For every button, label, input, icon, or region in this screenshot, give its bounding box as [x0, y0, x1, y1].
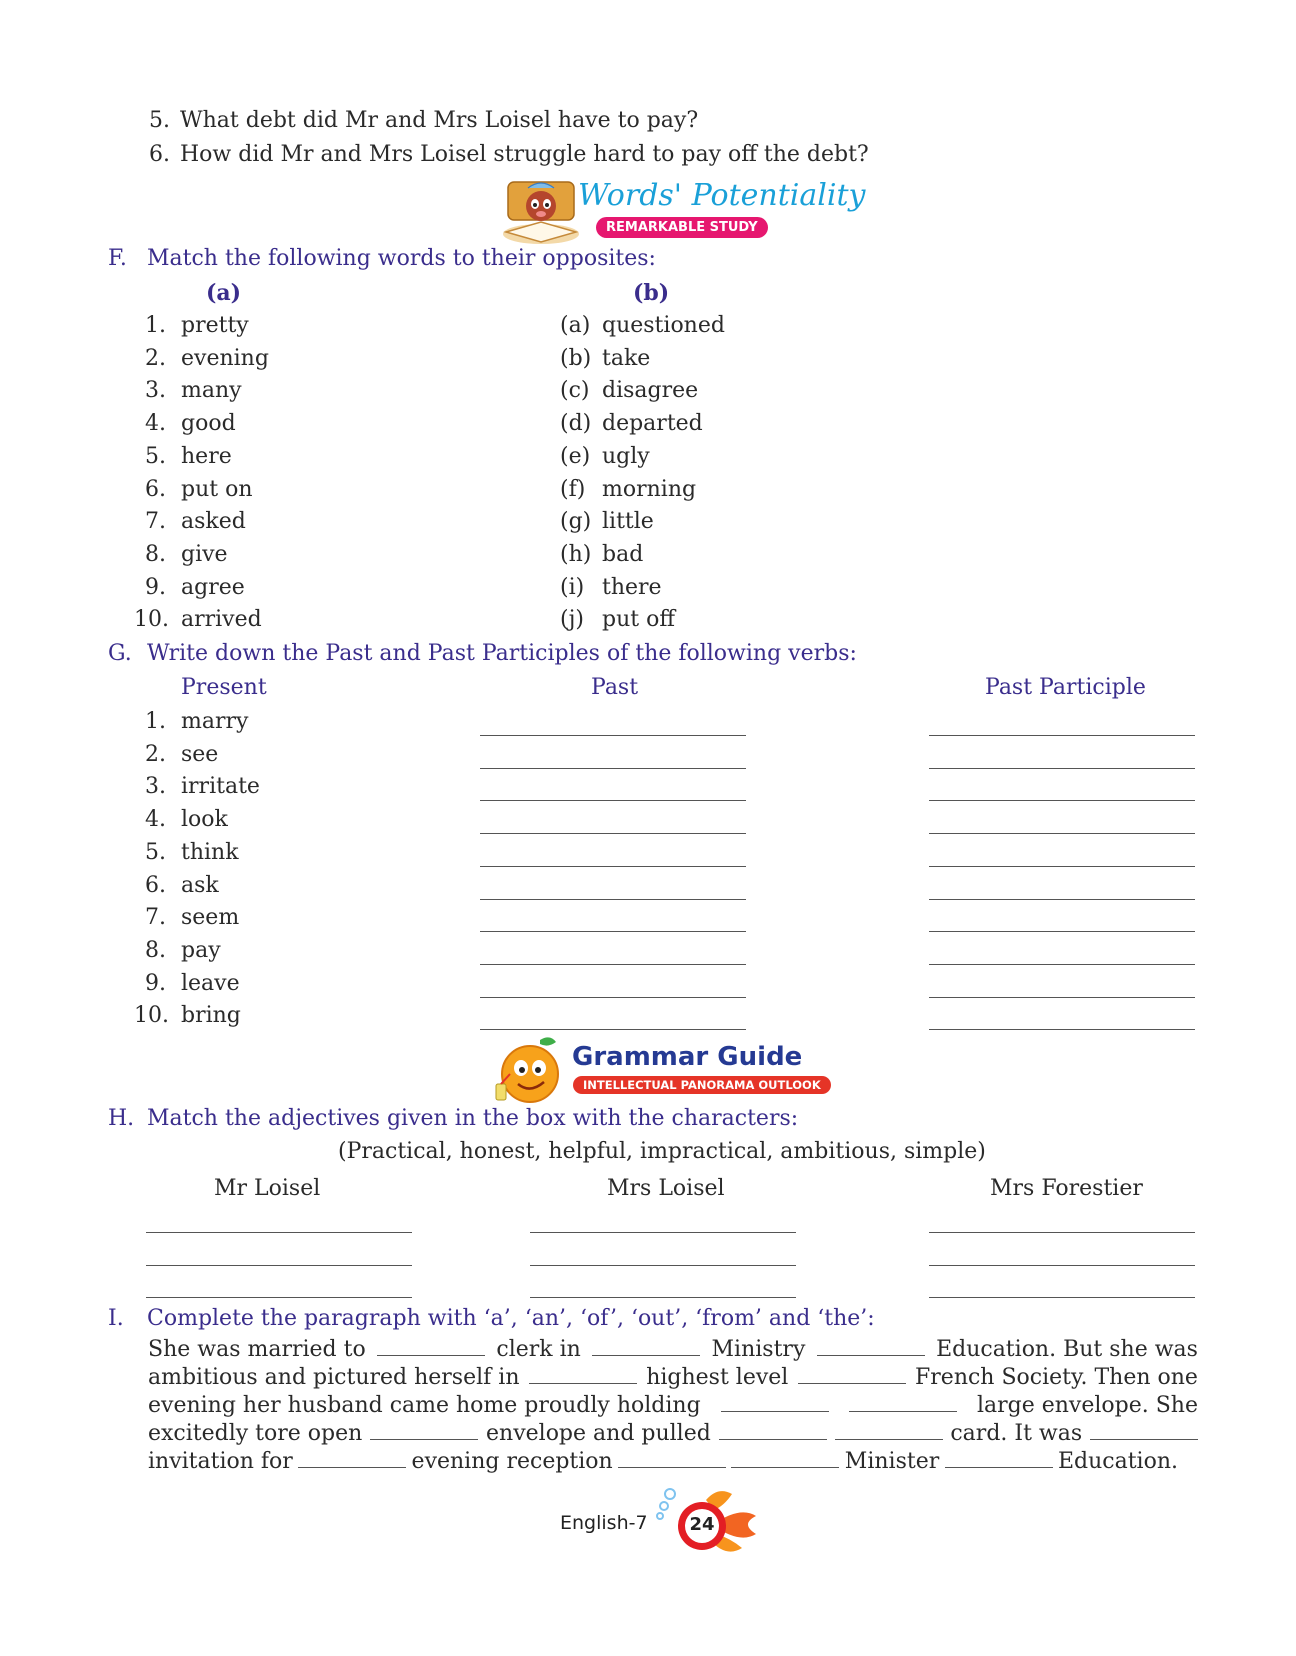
past-participle-answer-line — [929, 735, 1195, 736]
option-word: disagree — [602, 378, 699, 403]
paragraph-line — [148, 1365, 1198, 1390]
adjective-answer-line — [530, 1265, 796, 1266]
option-letter: (d) — [560, 411, 592, 436]
paragraph-line — [148, 1337, 1198, 1362]
paragraph-text: She was married to — [148, 1337, 366, 1362]
option-letter: (b) — [560, 346, 592, 371]
option-word: questioned — [602, 313, 725, 338]
verb-present: seem — [181, 905, 240, 930]
section-i-title: Complete the paragraph with ‘a’, ‘an’, ‘of’, ‘out’, ‘from’ and ‘the’: — [147, 1306, 875, 1331]
verb-number: 3. — [145, 774, 166, 799]
past-answer-line — [480, 768, 746, 769]
past-participle-answer-line — [929, 768, 1195, 769]
verb-present: marry — [181, 709, 249, 734]
verb-present: leave — [181, 971, 240, 996]
section-h-label: H. — [108, 1106, 135, 1131]
verb-present: pay — [181, 938, 221, 963]
past-answer-line — [480, 1029, 746, 1030]
section-h-title: Match the adjectives given in the box with the characters: — [147, 1106, 799, 1131]
character-mr-loisel: Mr Loisel — [214, 1176, 321, 1201]
header-past: Past — [591, 675, 639, 700]
verb-present: look — [181, 807, 228, 832]
verb-number: 2. — [145, 742, 166, 767]
word-number: 2. — [145, 346, 166, 371]
adjective-answer-line — [146, 1265, 412, 1266]
past-answer-line — [480, 800, 746, 801]
adjective-answer-line — [530, 1232, 796, 1233]
verb-number: 9. — [145, 971, 166, 996]
question-number: 6. — [149, 142, 170, 167]
option-letter: (h) — [560, 542, 592, 567]
orange-mascot-icon — [490, 1034, 568, 1108]
option-word: morning — [602, 477, 697, 502]
adjective-box: (Practical, honest, helpful, impractical, ambitious, simple) — [338, 1139, 986, 1164]
option-word: departed — [602, 411, 703, 436]
adjective-answer-line — [929, 1265, 1195, 1266]
character-mrs-loisel: Mrs Loisel — [607, 1176, 725, 1201]
paragraph-text: Education. — [1057, 1449, 1178, 1474]
past-participle-answer-line — [929, 1029, 1195, 1030]
grammar-banner-subtitle: INTELLECTUAL PANORAMA OUTLOOK — [573, 1076, 831, 1094]
verb-present: irritate — [181, 774, 260, 799]
verb-number: 8. — [145, 938, 166, 963]
past-participle-answer-line — [929, 964, 1195, 965]
paragraph-text: French Society. Then one — [915, 1365, 1198, 1390]
adjective-answer-line — [146, 1297, 412, 1298]
option-letter: (c) — [560, 378, 590, 403]
option-letter: (f) — [560, 477, 586, 502]
paragraph-text: envelope and pulled — [486, 1421, 711, 1446]
word-item: agree — [181, 575, 245, 600]
verb-present: think — [181, 840, 239, 865]
option-letter: (i) — [560, 575, 585, 600]
question-text: What debt did Mr and Mrs Loisel have to pay? — [180, 108, 699, 133]
past-answer-line — [480, 735, 746, 736]
paragraph-text: card. It was — [950, 1421, 1083, 1446]
fill-blank — [721, 1393, 829, 1412]
verb-number: 10. — [134, 1003, 169, 1028]
option-word: ugly — [602, 444, 650, 469]
paragraph-text: evening her husband came home proudly holding — [148, 1393, 701, 1418]
section-f-label: F. — [108, 246, 127, 271]
words-banner-title: Words' Potentiality — [578, 178, 866, 213]
verb-present: see — [181, 742, 219, 767]
option-word: take — [602, 346, 651, 371]
word-number: 10. — [134, 607, 169, 632]
adjective-answer-line — [530, 1297, 796, 1298]
section-g-label: G. — [108, 641, 132, 666]
question-text: How did Mr and Mrs Loisel struggle hard to pay off the debt? — [180, 142, 869, 167]
header-present: Present — [181, 675, 267, 700]
word-number: 5. — [145, 444, 166, 469]
past-participle-answer-line — [929, 800, 1195, 801]
fill-blank — [1090, 1421, 1198, 1440]
character-mrs-forestier: Mrs Forestier — [990, 1176, 1143, 1201]
option-letter: (e) — [560, 444, 591, 469]
question-number: 5. — [149, 108, 170, 133]
fill-blank — [298, 1449, 406, 1468]
page-number: 24 — [689, 1514, 715, 1535]
paragraph-line — [148, 1393, 1198, 1418]
past-answer-line — [480, 866, 746, 867]
verb-present: ask — [181, 873, 219, 898]
past-participle-answer-line — [929, 866, 1195, 867]
reading-dog-icon — [498, 176, 584, 248]
fill-blank — [945, 1449, 1053, 1468]
fill-blank — [798, 1365, 906, 1384]
option-word: put off — [602, 607, 675, 632]
paragraph-text: invitation for — [148, 1449, 293, 1474]
word-number: 6. — [145, 477, 166, 502]
paragraph-line — [148, 1421, 1198, 1446]
word-item: give — [181, 542, 228, 567]
paragraph-text: Education. But she was — [936, 1337, 1198, 1362]
fill-blank — [377, 1337, 485, 1356]
adjective-answer-line — [929, 1297, 1195, 1298]
grammar-banner-title: Grammar Guide — [572, 1042, 803, 1072]
fill-blank — [719, 1421, 827, 1440]
past-answer-line — [480, 931, 746, 932]
fill-blank — [529, 1365, 637, 1384]
fill-blank — [835, 1421, 943, 1440]
past-answer-line — [480, 899, 746, 900]
section-g-title: Write down the Past and Past Participles of the following verbs: — [147, 641, 857, 666]
paragraph-text: evening reception — [411, 1449, 613, 1474]
footer-book-title: English-7 — [560, 1512, 648, 1534]
verb-number: 5. — [145, 840, 166, 865]
paragraph-text: Minister — [844, 1449, 940, 1474]
paragraph-text: large envelope. She — [976, 1393, 1198, 1418]
section-i-label: I. — [108, 1306, 124, 1331]
fill-blank — [592, 1337, 700, 1356]
option-word: bad — [602, 542, 644, 567]
header-past-participle: Past Participle — [985, 675, 1146, 700]
fill-blank — [370, 1421, 478, 1440]
word-item: arrived — [181, 607, 262, 632]
word-number: 3. — [145, 378, 166, 403]
word-item: evening — [181, 346, 269, 371]
adjective-answer-line — [929, 1232, 1195, 1233]
word-item: pretty — [181, 313, 249, 338]
verb-present: bring — [181, 1003, 241, 1028]
word-item: good — [181, 411, 236, 436]
paragraph-line — [148, 1449, 1178, 1474]
words-banner-subtitle: REMARKABLE STUDY — [596, 217, 768, 238]
word-number: 8. — [145, 542, 166, 567]
word-number: 9. — [145, 575, 166, 600]
verb-number: 1. — [145, 709, 166, 734]
word-number: 1. — [145, 313, 166, 338]
option-letter: (a) — [560, 313, 591, 338]
adjective-answer-line — [146, 1232, 412, 1233]
past-participle-answer-line — [929, 833, 1195, 834]
word-number: 4. — [145, 411, 166, 436]
past-answer-line — [480, 964, 746, 965]
past-participle-answer-line — [929, 997, 1195, 998]
word-number: 7. — [145, 509, 166, 534]
verb-number: 6. — [145, 873, 166, 898]
fill-blank — [817, 1337, 925, 1356]
section-f-col-b-header: (b) — [633, 280, 670, 306]
past-answer-line — [480, 997, 746, 998]
fill-blank — [731, 1449, 839, 1468]
word-item: here — [181, 444, 232, 469]
section-f-col-a-header: (a) — [206, 280, 242, 306]
paragraph-text: excitedly tore open — [148, 1421, 363, 1446]
option-letter: (g) — [560, 509, 592, 534]
verb-number: 4. — [145, 807, 166, 832]
paragraph-text: clerk in — [496, 1337, 581, 1362]
past-participle-answer-line — [929, 931, 1195, 932]
option-letter: (j) — [560, 607, 584, 632]
option-word: there — [602, 575, 662, 600]
option-word: little — [602, 509, 654, 534]
past-answer-line — [480, 833, 746, 834]
fill-blank — [849, 1393, 957, 1412]
fill-blank — [618, 1449, 726, 1468]
paragraph-text: ambitious and pictured herself in — [148, 1365, 520, 1390]
paragraph-text: Ministry — [711, 1337, 806, 1362]
section-f-title: Match the following words to their opposites: — [147, 246, 656, 271]
verb-number: 7. — [145, 905, 166, 930]
paragraph-text: highest level — [646, 1365, 789, 1390]
word-item: asked — [181, 509, 246, 534]
word-item: put on — [181, 477, 253, 502]
word-item: many — [181, 378, 242, 403]
past-participle-answer-line — [929, 899, 1195, 900]
